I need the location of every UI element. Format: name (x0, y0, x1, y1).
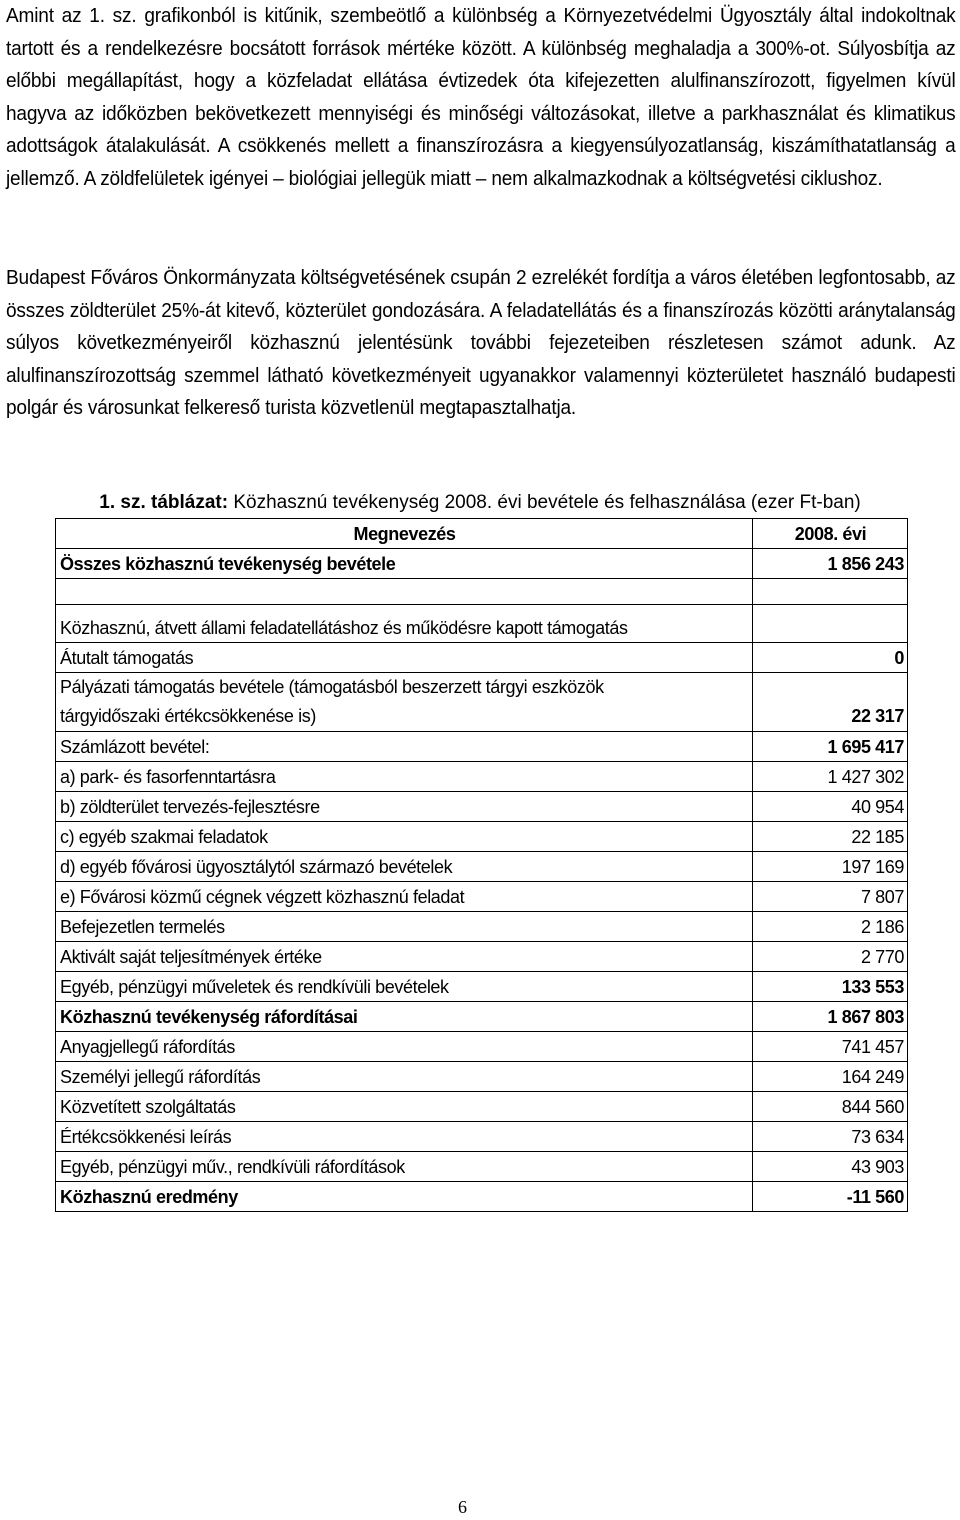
row-value: 2 770 (753, 942, 908, 972)
table-row (56, 1002, 908, 1032)
row-value: 73 634 (753, 1122, 908, 1152)
table-row (56, 605, 908, 643)
table-row (56, 1122, 908, 1152)
table-caption-label: 1. sz. táblázat: (99, 492, 229, 513)
row-label-line-2: tárgyidőszaki értékcsökkenése is) (60, 706, 316, 726)
row-value (753, 605, 908, 643)
table-row-empty (56, 579, 908, 605)
row-value: 133 553 (753, 972, 908, 1002)
table-row (56, 673, 908, 732)
page-number: 6 (458, 1497, 467, 1517)
income-expense-table (55, 518, 908, 1212)
row-value (753, 579, 908, 605)
header-name: Megnevezés (56, 519, 753, 549)
row-label: Anyagjellegű ráfordítás (56, 1032, 753, 1062)
row-label: Aktivált saját teljesítmények értéke (56, 942, 753, 972)
row-value: 1 867 803 (753, 1002, 908, 1032)
row-label-line-1: Pályázati támogatás bevétele (támogatásból beszerzett tárgyi eszközök (60, 677, 604, 697)
row-label: a) park- és fasorfenntartásra (56, 762, 753, 792)
table-row (56, 972, 908, 1002)
row-value: 0 (753, 643, 908, 673)
table-row (56, 1032, 908, 1062)
table-row (56, 732, 908, 762)
row-value: 1 427 302 (753, 762, 908, 792)
row-value: 197 169 (753, 852, 908, 882)
row-label: Közhasznú, átvett állami feladatellátáshoz és működésre kapott támogatás (56, 605, 753, 643)
table-row (56, 882, 908, 912)
row-value: 1 856 243 (753, 549, 908, 579)
row-label (56, 579, 753, 605)
row-label: b) zöldterület tervezés-fejlesztésre (56, 792, 753, 822)
table-row (56, 852, 908, 882)
table-row (56, 912, 908, 942)
table-row (56, 762, 908, 792)
table-row (56, 643, 908, 673)
row-label: Egyéb, pénzügyi műveletek és rendkívüli bevételek (56, 972, 753, 1002)
table-row (56, 822, 908, 852)
body-paragraph-2: Budapest Főváros Önkormányzata költségvetésének csupán 2 ezrelékét fordítja a város életében legfontosabb, az összes zöldterület 25%-át kitevő, közterület gondozására. A feladatellátás és a finanszírozás közötti aránytalanság súlyos következményeiről közhasznú jelentésünk további fejezeteiben részletesen számot adunk. Az alulfinanszírozottság szemmel látható következményeit ugyanakkor valamennyi közterületet használó budapesti polgár és városunkat felkereső turista közvetlenül megtapasztalhatja. (6, 266, 956, 419)
row-value: 22 185 (753, 822, 908, 852)
row-label: Közvetített szolgáltatás (56, 1092, 753, 1122)
row-value: 2 186 (753, 912, 908, 942)
row-value: 741 457 (753, 1032, 908, 1062)
table-row (56, 1092, 908, 1122)
row-label: Közhasznú eredmény (56, 1182, 753, 1212)
header-year: 2008. évi (753, 519, 908, 549)
table-row-total (56, 1182, 908, 1212)
row-value: -11 560 (753, 1182, 908, 1212)
row-value: 164 249 (753, 1062, 908, 1092)
row-label: Egyéb, pénzügyi műv., rendkívüli ráfordítások (56, 1152, 753, 1182)
row-value: 7 807 (753, 882, 908, 912)
row-value: 40 954 (753, 792, 908, 822)
row-label: Számlázott bevétel: (56, 732, 753, 762)
table-row (56, 1152, 908, 1182)
row-label: Értékcsökkenési leírás (56, 1122, 753, 1152)
row-label: d) egyéb fővárosi ügyosztálytól származó bevételek (56, 852, 753, 882)
row-value: 22 317 (753, 673, 908, 732)
row-value: 43 903 (753, 1152, 908, 1182)
row-label: Átutalt támogatás (56, 643, 753, 673)
row-label: c) egyéb szakmai feladatok (56, 822, 753, 852)
table-row (56, 1062, 908, 1092)
row-value: 844 560 (753, 1092, 908, 1122)
row-label: Befejezetlen termelés (56, 912, 753, 942)
row-label: e) Fővárosi közmű cégnek végzett közhasznú feladat (56, 882, 753, 912)
table-caption-text: Közhasznú tevékenység 2008. évi bevétele és felhasználása (ezer Ft-ban) (228, 492, 861, 513)
table-row (56, 942, 908, 972)
table-row (56, 792, 908, 822)
table-row (56, 549, 908, 579)
row-label (56, 673, 753, 732)
row-label: Összes közhasznú tevékenység bevétele (56, 549, 753, 579)
table-header-row (56, 519, 908, 549)
body-paragraph-1: Amint az 1. sz. grafikonból is kitűnik, szembeötlő a különbség a Környezetvédelmi Ügyosztály által indokoltnak tartott és a rendelkezésre bocsátott források mértéke között. A különbség meghaladja a 300%-ot. Súlyosbítja az előbbi megállapítást, hogy a közfeladat ellátása évtizedek óta kifejezetten alulfinanszírozott, figyelmen kívül hagyva az időközben bekövetkezett mennyiségi és minőségi változásokat, illetve a parkhasználat és klimatikus adottságok átalakulását. A csökkenés mellett a finanszírozásra a kiegyensúlyozatlanság, kiszámíthatatlanság a jellemző. A zöldfelületek igényei – biológiai jellegük miatt – nem alkalmazkodnak a költségvetési ciklushoz. (6, 4, 956, 190)
table-caption (0, 491, 960, 515)
row-label: Személyi jellegű ráfordítás (56, 1062, 753, 1092)
row-value: 1 695 417 (753, 732, 908, 762)
row-label: Közhasznú tevékenység ráfordításai (56, 1002, 753, 1032)
